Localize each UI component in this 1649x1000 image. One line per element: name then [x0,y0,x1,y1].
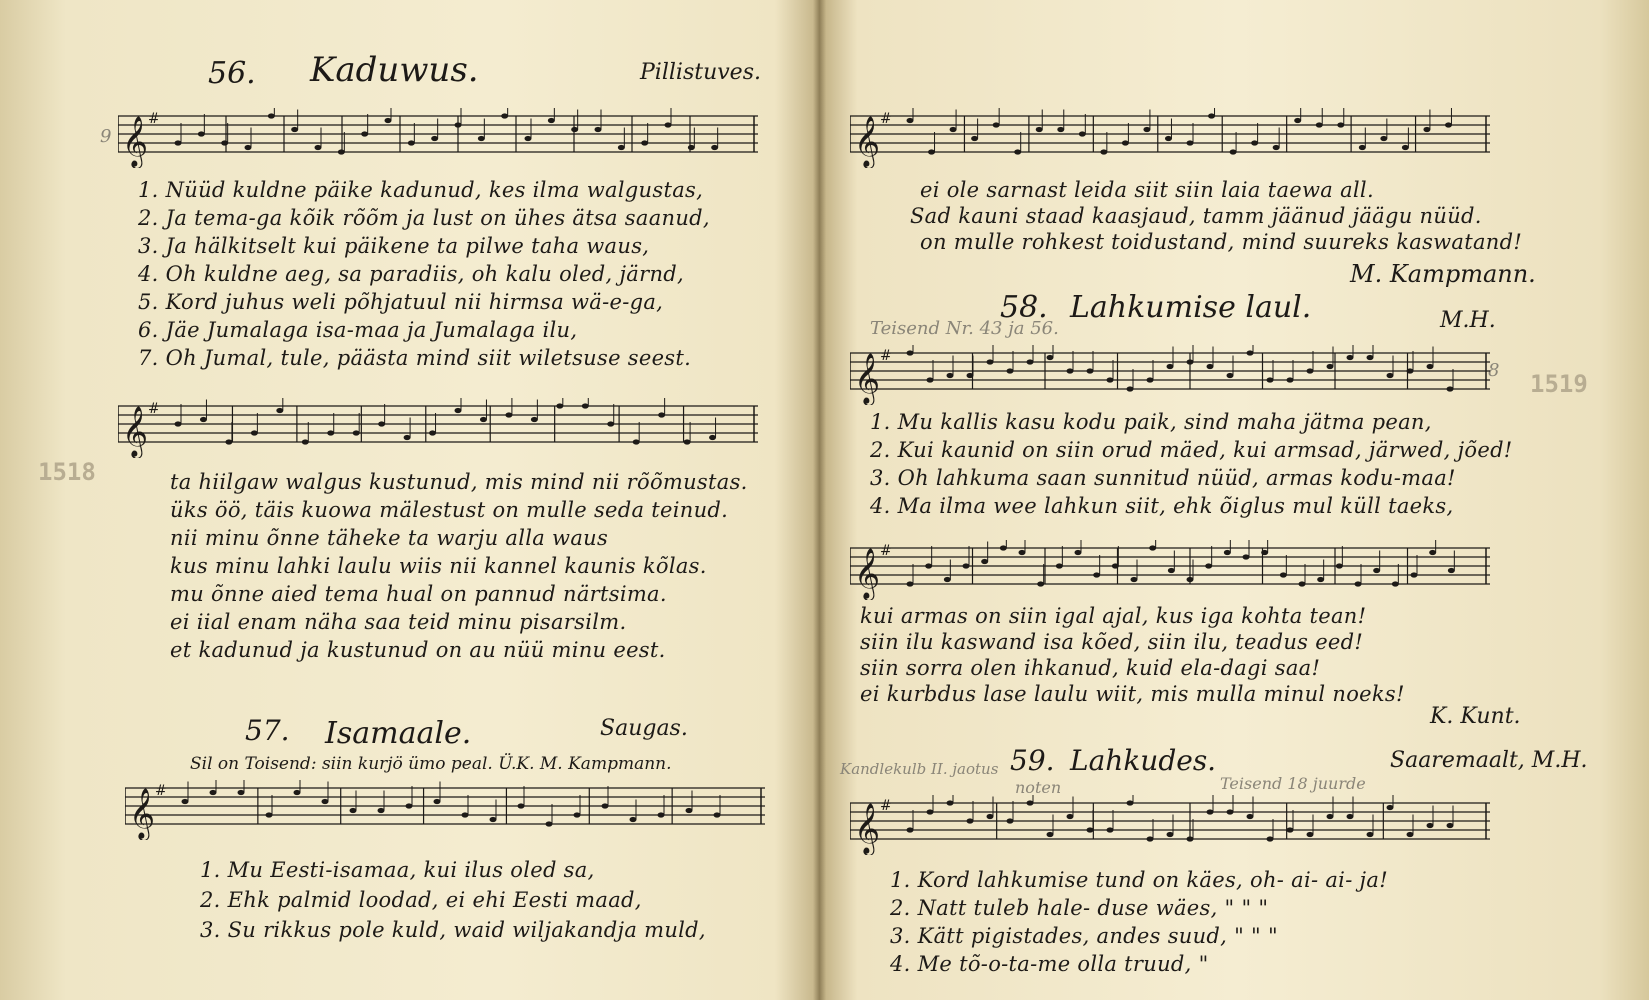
variant-note: Sil on Toisend: siin kurjö ümo peal. Ü.K. M. Kampmann. [190,754,672,774]
song-number: 56. [208,56,256,91]
svg-text:𝄞: 𝄞 [129,788,156,839]
margin-number: 9 [100,126,112,147]
svg-text:𝄞: 𝄞 [854,803,881,854]
lyric-line: ei ole sarnast leida siit siin laia taewa all. [920,178,1374,202]
lyric-line: kui armas on siin igal ajal, kus iga kohta tean! [860,604,1367,628]
song-title: Lahkudes. [1070,744,1217,777]
lyric-line: üks öö, täis kuowa mälestust on mulle seda teinud. [170,498,729,522]
lyric-line: siin sorra olen ihkanud, kuid ela-dagi saa! [860,656,1321,680]
song-author: M.H. [1440,308,1496,333]
song-title: Lahkumise laul. [1070,290,1312,325]
svg-text:𝄞: 𝄞 [122,116,149,167]
music-staff [850,540,1490,600]
archive-stamp: 1519 [1530,370,1588,398]
lyric-line: nii minu õnne täheke ta warju alla waus [170,526,609,550]
svg-text:#: # [880,348,892,364]
lyric-line: 2. Ehk palmid loodad, ei ehi Eesti maad, [200,888,642,912]
song-author: Saaremaalt, M.H. [1390,748,1588,773]
lyric-line: 1. Mu kallis kasu kodu paik, sind maha jätma pean, [870,410,1432,434]
lyric-line: siin ilu kaswand isa kõed, siin ilu, teadus eed! [860,630,1364,654]
lyric-line: 3. Ja hälkitselt kui päikene ta pilwe taha waus, [138,234,650,258]
lyric-line: ta hiilgaw walgus kustunud, mis mind nii rõõmustas. [170,470,748,494]
music-staff [850,108,1490,168]
archive-stamp: 1518 [38,458,96,486]
svg-text:#: # [155,783,167,799]
lyric-line: kus minu lahki laulu wiis nii kannel kaunis kõlas. [170,554,707,578]
svg-text:#: # [880,543,892,559]
svg-text:#: # [880,111,892,127]
lyric-line: 2. Natt tuleb hale- duse wäes, " " " [890,896,1269,920]
lyric-line: 1. Mu Eesti-isamaa, kui ilus oled sa, [200,858,595,882]
lyric-line: 3. Su rikkus pole kuld, waid wiljakandja muld, [200,918,706,942]
music-staff [850,345,1490,405]
left-page [0,0,810,1000]
pencil-note: Teisend Nr. 43 ja 56. [870,318,1059,339]
svg-text:𝄞: 𝄞 [854,548,881,599]
lyric-line: 6. Jäe Jumalaga isa-maa ja Jumalaga ilu, [138,318,578,342]
lyric-line: 2. Ja tema-ga kõik rõõm ja lust on ühes ätsa saanud, [138,206,710,230]
music-staff [118,108,758,168]
pencil-note: Teisend 18 juurde [1220,774,1366,793]
lyric-line: 3. Kätt pigistades, andes suud, " " " [890,924,1278,948]
song-number: 57. [245,714,290,747]
lyric-line: mu õnne aied tema hual on pannud närtsima. [170,582,667,606]
svg-text:#: # [148,401,160,417]
song-author: Pillistuves. [640,60,761,85]
svg-text:#: # [880,798,892,814]
lyric-line: ei kurbdus lase laulu wiit, mis mulla minul noeks! [860,682,1405,706]
lyric-line: 2. Kui kaunid on siin orud mäed, kui armsad, järwed, jõed! [870,438,1513,462]
song-number: 59. [1010,744,1055,777]
lyric-line: Sad kauni staad kaasjaud, tamm jäänud jäägu nüüd. [910,204,1482,228]
lyric-line: 3. Oh lahkuma saan sunnitud nüüd, armas kodu-maa! [870,466,1456,490]
lyric-line: 4. Me tõ-o-ta-me olla truud, " [890,952,1209,976]
svg-text:𝄞: 𝄞 [854,353,881,404]
lyric-line: 4. Oh kuldne aeg, sa paradiis, oh kalu oled, järnd, [138,262,685,286]
pencil-note: noten [1015,778,1062,797]
signature: K. Kunt. [1430,704,1521,729]
svg-text:#: # [148,111,160,127]
svg-text:𝄞: 𝄞 [854,116,881,167]
pencil-note: Kandlekulb II. jaotus [840,760,999,778]
lyric-line: 1. Kord lahkumise tund on käes, oh- ai- ai- ja! [890,868,1388,892]
lyric-line: on mulle rohkest toidustand, mind suureks kaswatand! [920,230,1523,254]
margin-number: 8 [1488,360,1500,381]
lyric-line: 4. Ma ilma wee lahkun siit, ehk õiglus mul küll taeks, [870,494,1454,518]
song-number: 58. [1000,290,1048,325]
lyric-line: et kadunud ja kustunud on au nüü minu eest. [170,638,666,662]
music-staff [125,780,765,840]
music-staff [850,795,1490,855]
lyric-line: 1. Nüüd kuldne päike kadunud, kes ilma walgustas, [138,178,704,202]
lyric-line: 5. Kord juhus weli põhjatuul nii hirmsa wä-e-ga, [138,290,664,314]
song-title: Isamaale. [325,716,472,751]
lyric-line: ei iial enam näha saa teid minu pisarsilm. [170,610,627,634]
song-title: Kaduwus. [310,50,479,90]
right-page [830,0,1649,1000]
lyric-line: 7. Oh Jumal, tule, päästa mind siit wiletsuse seest. [138,346,692,370]
signature: M. Kampmann. [1350,260,1536,288]
music-staff [118,398,758,458]
song-author: Saugas. [600,716,688,741]
svg-text:𝄞: 𝄞 [122,406,149,457]
